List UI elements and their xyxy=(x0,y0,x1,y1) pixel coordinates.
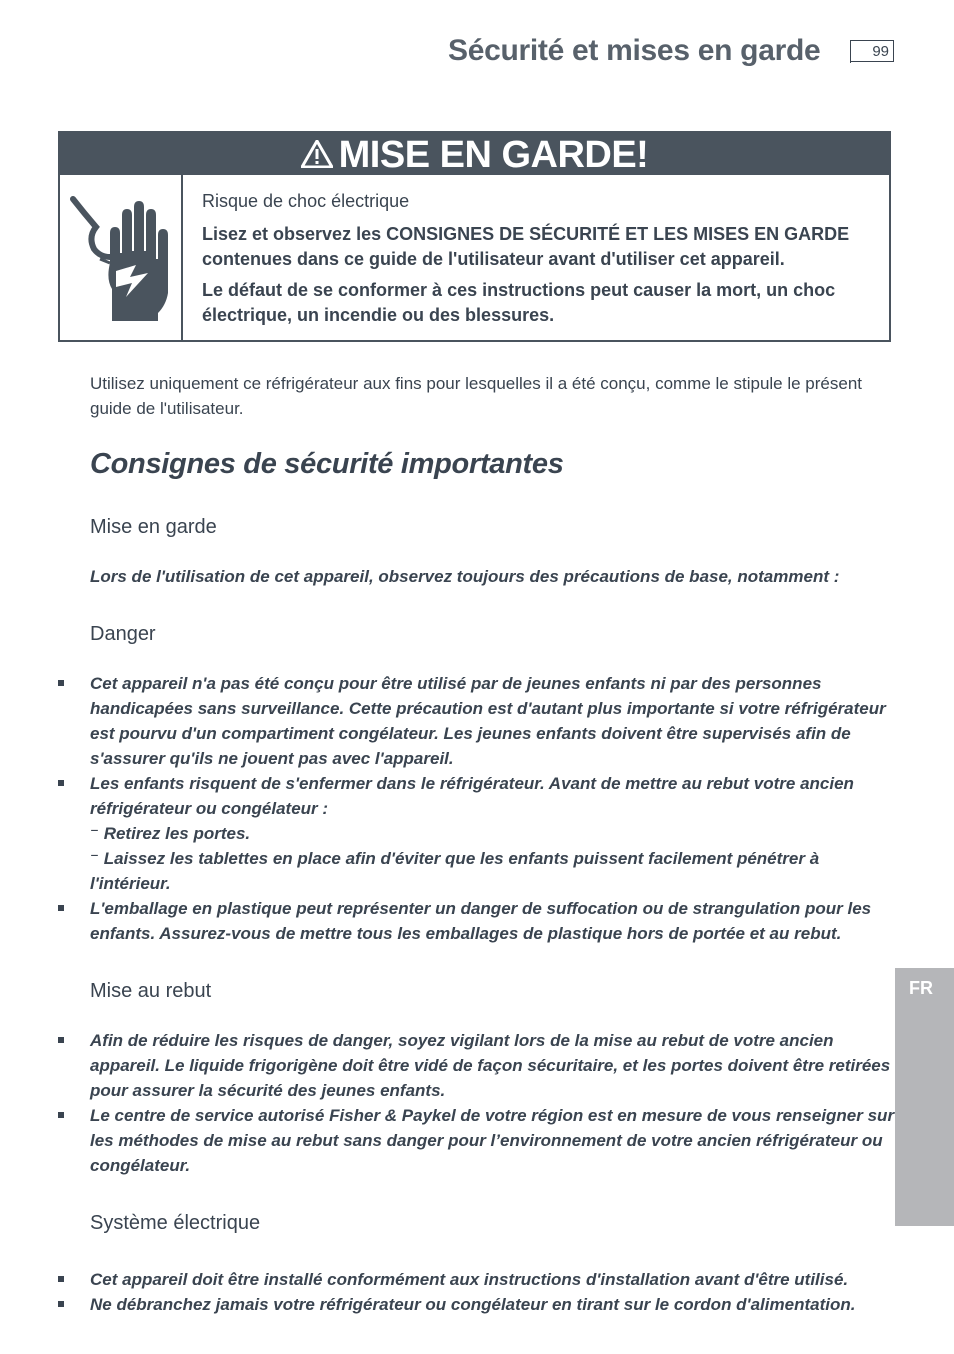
intro-paragraph: Utilisez uniquement ce réfrigérateur aux fins pour lesquelles il a été conçu, comme le stipule le présent guide de l'utilisateur. xyxy=(90,374,863,418)
bullet-icon xyxy=(58,1037,64,1043)
warning-line-read: Lisez et observez les CONSIGNES DE SÉCURITÉ ET LES MISES EN GARDE contenues dans ce guide de l'utilisateur avant d'utiliser cet appareil. xyxy=(202,224,850,269)
list-item: Le centre de service autorisé Fisher & Paykel de votre région est en mesure de vous renseigner sur les méthodes de mise au rebut sans danger pour l’environnement de votre ancien réfrigérateur ou congélateur. xyxy=(56,1103,896,1178)
heading-danger: Danger xyxy=(90,623,156,645)
bullet-icon xyxy=(58,1112,64,1118)
warning-icon-cell xyxy=(60,175,183,340)
list-item: Afin de réduire les risques de danger, soyez vigilant lors de la mise au rebut de votre ancien appareil. Le liquide frigorigène doit être vidé de façon sécuritaire, et les portes doivent être retirées pour assurer la sécurité des jeunes enfants. xyxy=(56,1028,896,1103)
bullet-icon xyxy=(58,905,64,911)
list-item: Cet appareil n'a pas été conçu pour être utilisé par de jeunes enfants ni par des personnes handicapées sans surveillance. Cette précaution est d'autant plus importante si votre réfrigérateur est pourvu d'un compartiment congélateur. Les jeunes enfants doivent être supervisés afin de s'assurer qu'ils ne jouent pas avec l'appareil. xyxy=(56,671,896,771)
warning-box xyxy=(58,131,891,342)
electric-shock-hand-icon xyxy=(70,193,170,323)
list-item: Ne débranchez jamais votre réfrigérateur ou congélateur en tirant sur le cordon d'alimentation. xyxy=(56,1292,896,1317)
warning-title: MISE EN GARDE! xyxy=(338,134,649,176)
sub-item: ⁻ Retirez les portes. xyxy=(90,824,251,843)
warning-text xyxy=(202,189,882,334)
sub-item: ⁻ Laissez les tablettes en place afin d'éviter que les enfants puissent facilement pénétrer à l'intérieur. xyxy=(90,849,820,893)
heading-mise-en-garde: Mise en garde xyxy=(90,516,217,538)
section-title: Consignes de sécurité importantes xyxy=(90,448,564,480)
list-item: Les enfants risquent de s'enfermer dans le réfrigérateur. Avant de mettre au rebut votre ancien réfrigérateur ou congélateur : ⁻ Retirez les portes. ⁻ Laissez les tablettes en place afin d'éviter que les enfants puissent facilement pénétrer à l'intérieur. xyxy=(56,771,896,896)
mise-au-rebut-list xyxy=(56,1028,896,1178)
danger-list xyxy=(56,671,896,946)
bullet-icon xyxy=(58,680,64,686)
page-number: 99 xyxy=(850,40,894,62)
warning-line-risk: Risque de choc électrique xyxy=(202,191,410,211)
warning-line-consequence: Le défaut de se conformer à ces instructions peut causer la mort, un choc électrique, un incendie ou des blessures. xyxy=(202,280,836,325)
bullet-icon xyxy=(58,780,64,786)
language-tab: FR xyxy=(895,968,954,1226)
heading-mise-au-rebut: Mise au rebut xyxy=(90,980,212,1002)
warning-header xyxy=(60,133,889,175)
bullet-icon xyxy=(58,1301,64,1307)
page-header-title: Sécurité et mises en garde xyxy=(448,34,821,67)
warning-triangle-icon xyxy=(301,140,333,168)
list-item: L'emballage en plastique peut représenter un danger de suffocation ou de strangulation pour les enfants. Assurez-vous de mettre tous les emballages de plastique hors de portée et au rebut. xyxy=(56,896,896,946)
mise-en-garde-text: Lors de l'utilisation de cet appareil, observez toujours des précautions de base, notamment : xyxy=(90,567,840,586)
systeme-electrique-list xyxy=(56,1267,896,1317)
list-item: Cet appareil doit être installé conformément aux instructions d'installation avant d'être utilisé. xyxy=(56,1267,896,1292)
bullet-icon xyxy=(58,1276,64,1282)
heading-systeme-electrique: Système électrique xyxy=(90,1212,261,1234)
